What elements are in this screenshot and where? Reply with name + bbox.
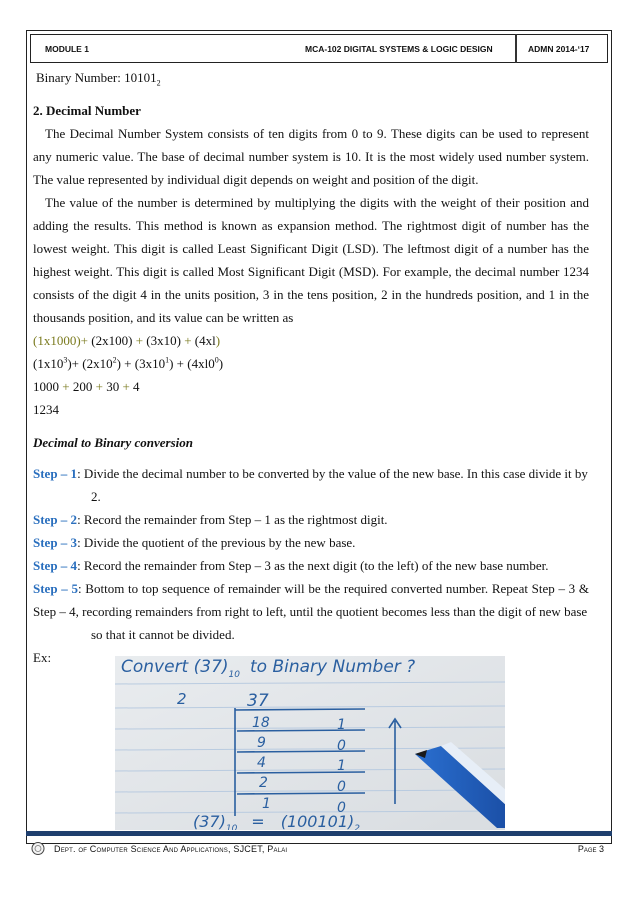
department-name: Dept. of Computer Science And Applications, SJCET, Palai xyxy=(54,844,288,854)
remainder-3: 1 xyxy=(337,758,346,774)
binary-number-line: Binary Number: $10101_2$ xyxy=(36,70,161,88)
module-label: MODULE 1 xyxy=(45,44,89,54)
step-2: Step – 2: Record the remainder from Step – 1 as the rightmost digit. xyxy=(33,512,388,527)
quotient-2: 9 xyxy=(257,735,266,751)
page-header xyxy=(30,34,608,63)
quotient-5: 1 xyxy=(262,796,271,812)
handwritten-example-photo xyxy=(115,656,505,830)
paragraph-2: The value of the number is determined by multiplying the digits with the weight of their position and adding the results. This method is known as expansion method. The rightmost digit of number has the lowest weight. This digit is called Least Significant Digit (LSD). The leftmost digit of a number has the highest weight. This digit is called Most Significant Digit (MSD). For example, the decimal number 1234 consists of the digit 4 in the units position, 3 in the tens position, 2 in the hundreds position, and 1 in the thousands position, and its value can be written as xyxy=(33,195,589,325)
expansion-result: 1234 xyxy=(33,402,59,417)
step-1-cont: 2. xyxy=(91,489,101,504)
notebook-photo xyxy=(115,656,505,830)
step-5: Step – 5: Bottom to top sequence of remainder will be the required converted number. Repeat Step – 3 & Step – 4, recording remainders from right to left, until the quotient becomes less than the digit of new base xyxy=(33,581,590,619)
section-heading: 2. Decimal Number xyxy=(33,103,141,118)
dividend: 37 xyxy=(247,691,269,711)
expansion-line-1: (1x1000)+ (2x100) + (3x10) + (4xl) xyxy=(33,333,221,348)
page-number: Page 3 xyxy=(577,844,604,854)
paragraph-1: The Decimal Number System consists of ten digits from 0 to 9. These digits can be used to represent any numeric value. The base of decimal number system is 10. It is the most widely used number system. The value represented by individual digit depends on weight and position of the digit. xyxy=(33,126,589,187)
step-5-cont: so that it cannot be divided. xyxy=(91,627,235,642)
quotient-3: 4 xyxy=(257,755,266,771)
admission-year: ADMN 2014-‘17 xyxy=(528,44,590,54)
footer-bar xyxy=(26,831,612,836)
conversion-heading: Decimal to Binary conversion xyxy=(33,435,193,450)
divisor: 2 xyxy=(177,690,187,708)
example-label: Ex: xyxy=(33,650,52,665)
course-title: MCA-102 DIGITAL SYSTEMS & LOGIC DESIGN xyxy=(305,44,493,54)
college-logo-icon xyxy=(31,842,45,855)
result-equation: $(37)_{10} = (100101)_2$ xyxy=(193,812,360,830)
expansion-line-2: $(1x10^3)+ (2x10^2) + (3x10^1) + (4xl0^0)$ xyxy=(33,355,224,371)
quotient-1: 18 xyxy=(252,715,270,731)
remainder-5: 0 xyxy=(337,800,346,816)
page-content xyxy=(33,66,589,669)
remainder-2: 0 xyxy=(337,738,346,754)
header-divider xyxy=(515,34,517,63)
quotient-4: 2 xyxy=(259,775,268,791)
expansion-line-3: 1000 + 200 + 30 + 4 xyxy=(33,379,140,394)
step-4: Step – 4: Record the remainder from Step – 3 as the next digit (to the left) of the new base number. xyxy=(33,558,549,573)
remainder-1: 1 xyxy=(337,717,346,733)
step-3: Step – 3: Divide the quotient of the previous by the new base. xyxy=(33,535,356,550)
step-1: Step – 1: Divide the decimal number to be converted by the value of the new base. In this case divide it by xyxy=(33,466,588,481)
remainder-4: 0 xyxy=(337,779,346,795)
page-footer xyxy=(28,838,608,862)
title-text: Convert $(37)_{10}$ to Binary Number ? xyxy=(121,657,416,680)
